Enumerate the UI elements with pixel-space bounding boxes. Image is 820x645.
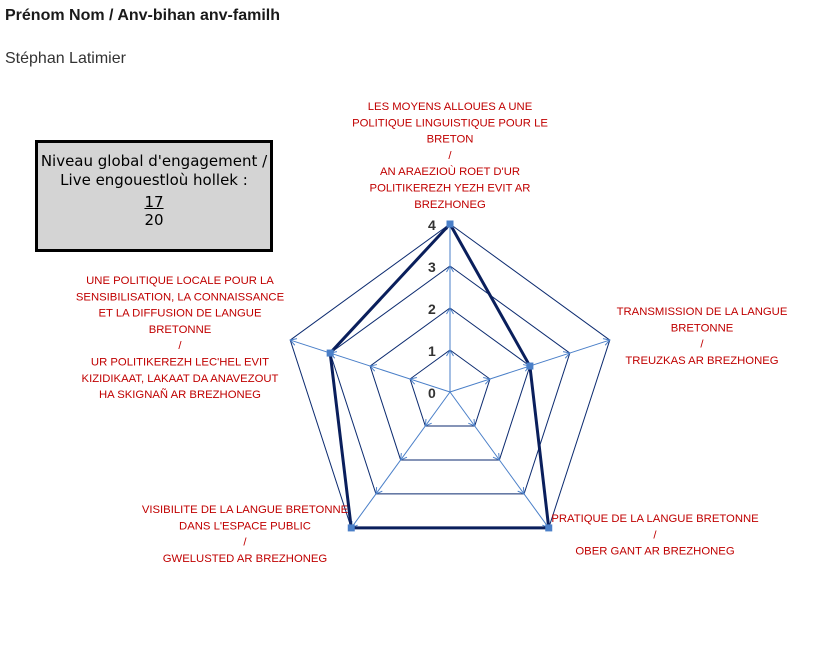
axis-label-5: UNE POLITIQUE LOCALE POUR LA SENSIBILISATION, LA CONNAISSANCE ET LA DIFFUSION DE LANGUE BRETONNE / UR POLITIKEREZH LEC'HEL EVIT KIZIDIKAAT, LAKAAT DA ANAVEZOUT HA SKIGNAÑ AR BREZHONEG: [75, 275, 285, 402]
axis-label-1: LES MOYENS ALLOUES A UNE POLITIQUE LINGUISTIQUE POUR LE BRETON / AN ARAEZIOÙ ROET D'UR POLITIKEREZH YEZH EVIT AR BREZHONEG: [352, 101, 548, 211]
axis-label-3: PRATIQUE DE LA LANGUE BRETONNE / OBER GANT AR BREZHONEG: [551, 513, 759, 558]
tick-label-2: 2: [428, 301, 436, 317]
score-total: 20: [144, 211, 164, 229]
score-value: 17: [144, 193, 164, 211]
axis-label-2: TRANSMISSION DE LA LANGUE BRETONNE / TREUZKAS AR BREZHONEG: [616, 306, 788, 367]
data-point-1: [447, 221, 454, 228]
data-point-4: [348, 524, 355, 531]
tick-label-4: 4: [428, 217, 436, 233]
score-label-fr: Niveau global d'engagement /: [40, 152, 268, 170]
data-point-3: [545, 524, 552, 531]
data-point-2: [526, 363, 533, 370]
score-label-br: Live engouestloù hollek :: [60, 171, 248, 189]
data-point-5: [327, 350, 334, 357]
person-name: Stéphan Latimier: [5, 50, 126, 67]
tick-label-1: 1: [428, 343, 436, 359]
axis-label-4: VISIBILITE DE LA LANGUE BRETONNE DANS L'ESPACE PUBLIC / GWELUSTED AR BREZHONEG: [141, 504, 349, 565]
page-title: Prénom Nom / Anv-bihan anv-familh: [5, 7, 280, 24]
tick-label-3: 3: [428, 259, 436, 275]
tick-label-0: 0: [428, 385, 436, 401]
